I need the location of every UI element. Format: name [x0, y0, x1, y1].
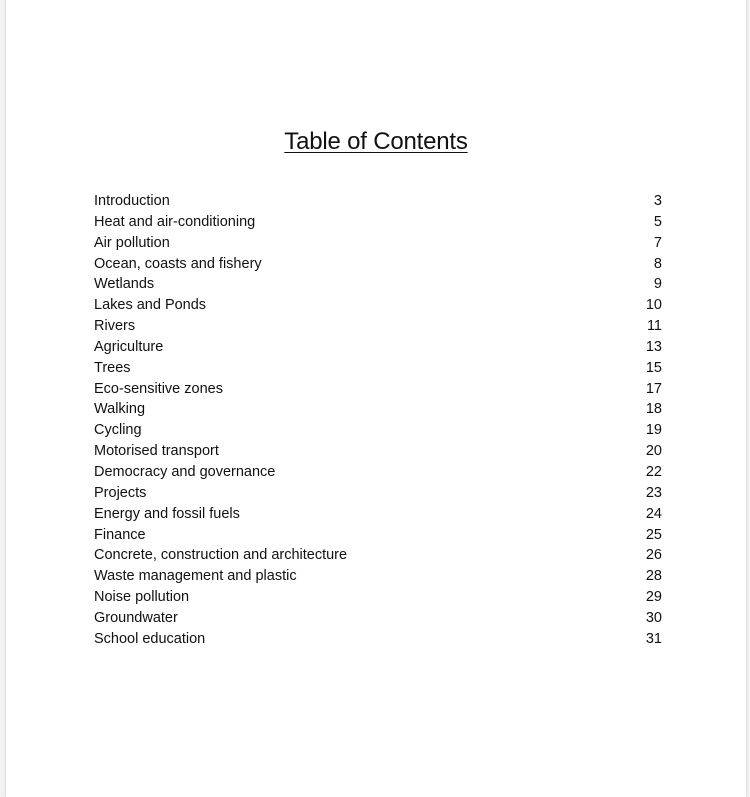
- toc-entry-label: Groundwater: [94, 609, 178, 626]
- toc-entry: [94, 339, 662, 360]
- toc-entry-page-number: 23: [645, 484, 662, 501]
- toc-entry-label: Heat and air-conditioning: [94, 213, 256, 230]
- toc-entry: [94, 276, 662, 297]
- toc-entry: [94, 506, 662, 527]
- toc-entry-label: Waste management and plastic: [94, 568, 297, 585]
- toc-entry-label: Democracy and governance: [94, 463, 276, 480]
- toc-entry-label: Motorised transport: [94, 443, 219, 460]
- toc-entry-label: Projects: [94, 484, 147, 501]
- toc-entry: [94, 610, 662, 631]
- toc-entry-page-number: 18: [645, 401, 662, 418]
- toc-entry-label: Introduction: [94, 193, 170, 209]
- toc-entry: [94, 256, 662, 277]
- toc-entry: [94, 401, 662, 422]
- toc-entry-page-number: 8: [653, 255, 662, 272]
- toc-entry-label: Agriculture: [94, 338, 164, 355]
- toc-entry-page-number: 22: [645, 463, 662, 480]
- toc-entry-page-number: 10: [645, 297, 662, 314]
- toc-entry-label: Finance: [94, 526, 146, 543]
- toc-entry: [94, 360, 662, 381]
- toc-entry-page-number: 19: [645, 422, 662, 439]
- toc-entry: [94, 193, 662, 214]
- toc-entry-page-number: 13: [645, 338, 662, 355]
- toc-entry-label: Walking: [94, 401, 146, 418]
- toc-entry: [94, 381, 662, 402]
- toc-entry-page-number: 29: [645, 589, 662, 606]
- toc-entry-label: Energy and fossil fuels: [94, 505, 240, 522]
- toc-entry-label: Eco-sensitive zones: [94, 380, 223, 397]
- toc-entry: [94, 547, 662, 568]
- toc-entry-page-number: 15: [645, 359, 662, 376]
- toc-entry-label: Rivers: [94, 318, 136, 335]
- toc-entry-page-number: 28: [645, 568, 662, 585]
- toc-entry: [94, 422, 662, 443]
- toc-entry-page-number: 25: [645, 526, 662, 543]
- toc-entry-page-number: 7: [653, 234, 662, 251]
- toc-entry: [94, 568, 662, 589]
- toc-entry-label: Noise pollution: [94, 589, 190, 606]
- page-title: Table of Contents: [284, 128, 468, 155]
- toc-entry: [94, 589, 662, 610]
- toc-entry: [94, 631, 662, 652]
- toc-entry-label: School education: [94, 630, 206, 647]
- toc-entry: [94, 297, 662, 318]
- toc-entry-label: Ocean, coasts and fishery: [94, 255, 262, 272]
- toc-entry: [94, 485, 662, 506]
- toc-entry-label: Concrete, construction and architecture: [94, 547, 348, 564]
- toc-entry: [94, 235, 662, 256]
- toc-entry-page-number: 11: [646, 318, 662, 335]
- toc-entry-page-number: 24: [645, 505, 662, 522]
- toc-entry: [94, 318, 662, 339]
- toc-entry-page-number: 9: [653, 276, 662, 293]
- toc-entry-page-number: 20: [645, 443, 662, 460]
- toc-entry-page-number: 30: [645, 609, 662, 626]
- table-of-contents-list: [94, 193, 662, 652]
- toc-entry: [94, 214, 662, 235]
- document-page: [6, 0, 746, 797]
- toc-entry: [94, 527, 662, 548]
- toc-entry-page-number: 26: [645, 547, 662, 564]
- toc-entry-label: Trees: [94, 359, 131, 376]
- toc-entry-label: Cycling: [94, 422, 142, 439]
- toc-entry-page-number: 3: [653, 193, 662, 209]
- toc-entry-page-number: 31: [645, 630, 662, 647]
- toc-entry-label: Wetlands: [94, 276, 155, 293]
- toc-entry-page-number: 5: [653, 213, 662, 230]
- toc-entry: [94, 443, 662, 464]
- toc-entry: [94, 464, 662, 485]
- toc-entry-label: Air pollution: [94, 234, 170, 251]
- toc-entry-label: Lakes and Ponds: [94, 297, 207, 314]
- toc-entry-page-number: 17: [645, 380, 662, 397]
